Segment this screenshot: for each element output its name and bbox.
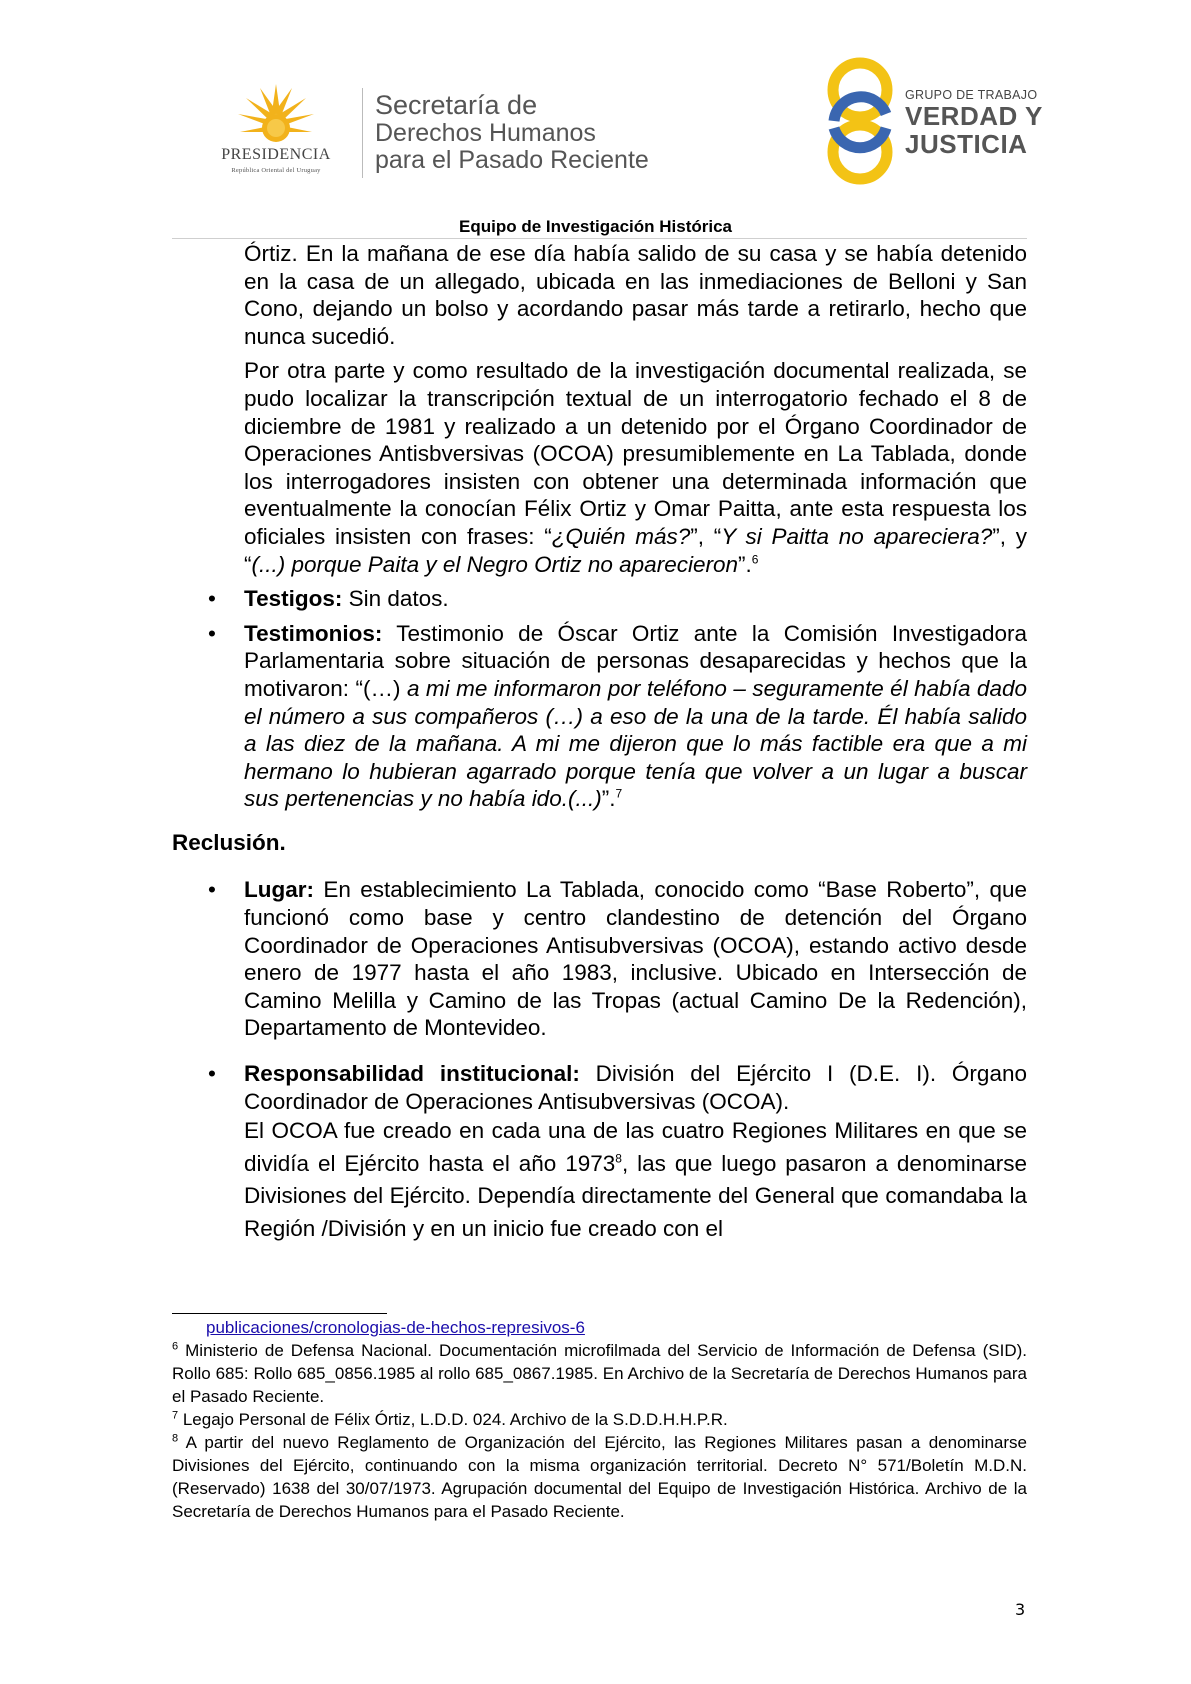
footnote-8 — [172, 1431, 1027, 1523]
header-divider — [362, 88, 363, 178]
footnote-8-number: 8 — [172, 1432, 179, 1445]
page-number: 3 — [1015, 1600, 1026, 1619]
bullet-testimonios — [172, 620, 1027, 813]
footnote-7-text: Legajo Personal de Félix Órtiz, L.D.D. 024. Archivo de la S.D.D.H.H.P.R. — [178, 1410, 728, 1429]
quote-sep-2: ”, y “ — [244, 523, 1027, 577]
secretaria-line2: Derechos Humanos — [375, 119, 596, 147]
responsabilidad-text: División del Ejército I (D.E. I). Órgano Coordinador de Operaciones Antisubversivas (OCOA). — [244, 1061, 1027, 1114]
team-heading: Equipo de Investigación Histórica — [459, 217, 732, 236]
footnote-6-text: Ministerio de Defensa Nacional. Documentación microfilmada del Servicio de Información de Defensa (SID). Rollo 685: Rollo 685_0856.1985 al rollo 685_0867.1985. En Archivo de la Secretaría de Derechos Humanos para el Pasado Reciente. — [172, 1341, 1027, 1406]
testimonios-quote: a mi me informaron por teléfono – seguramente él había dado el número a sus compañeros (…) a eso de la una de la tarde. Él había salido a las diez de la mañana. A mi me dijeron que lo más factible era que a mi hermano lo hubieran agarrado porque tenía que volver a un lugar a buscar sus pertenencias y no había ido.(...) — [244, 675, 1027, 812]
secretaria-line1: Secretaría de — [375, 90, 538, 120]
bullet-dot: • — [208, 877, 216, 903]
verdad-justicia-rings-icon — [820, 56, 900, 186]
gtvj-line1: GRUPO DE TRABAJO — [905, 88, 1038, 102]
bullet-dot: • — [208, 620, 216, 646]
quote-paitta: Y si Paitta no apareciera? — [721, 523, 993, 549]
testimonios-label: Testimonios: — [244, 620, 383, 646]
gtvj-line2: VERDAD Y — [905, 101, 1043, 131]
gtvj-line3: JUSTICIA — [905, 129, 1028, 159]
bullet-testigos — [172, 585, 1027, 613]
interrogatorio-text: Por otra parte y como resultado de la investigación documental realizada, se pudo localizar la transcripción textual de un interrogatorio fechado el 8 de diciembre de 1981 y realizado a un detenido por el Órgano Coordinador de Operaciones Antisbversivas (OCOA) presumiblemente en La Tablada, donde los interrogadores insisten con obtener una determinada información que eventualmente la conocían Félix Ortiz y Omar Paitta, ante esta respuesta los oficiales insisten con frases: “ — [244, 358, 1027, 549]
bullet-dot: • — [208, 1061, 216, 1087]
header-rule — [172, 238, 1027, 239]
paragraph-ocoa — [172, 1115, 1027, 1245]
footnote-7 — [172, 1408, 1027, 1431]
bullet-lugar — [172, 876, 1027, 1042]
footnote-ref-8: 8 — [615, 1151, 622, 1166]
footnote-7-number: 7 — [172, 1409, 179, 1422]
presidencia-word: PRESIDENCIA — [221, 146, 331, 163]
bullet-dot: • — [208, 586, 216, 612]
quote-negro-ortiz: (...) porque Paita y el Negro Ortiz no aparecieron — [251, 551, 738, 577]
testigos-text: Sin datos. — [342, 586, 449, 612]
verdad-justicia-text — [905, 88, 1043, 158]
page-header — [0, 0, 1191, 240]
ocoa-text-1: El OCOA fue creado en cada una de las cuatro Regiones Militares en que se dividía el Ejército hasta el año 1973 — [244, 1118, 1027, 1176]
section-title-reclusion: Reclusión. — [172, 829, 286, 855]
quote-sep-1: ”, “ — [690, 523, 722, 549]
footnote-8-text: A partir del nuevo Reglamento de Organización del Ejército, las Regiones Militares pasan a denominarse Divisiones del Ejército, continuando con la misma organización territorial. Decreto N° 571/Boletín M.D.N. (Reservado) 1638 del 30/07/1973. Agrupación documental del Equipo de Investigación Histórica. Archivo de la Secretaría de Derechos Humanos para el Pasado Reciente. — [172, 1433, 1027, 1521]
footnote-6-number: 6 — [172, 1340, 179, 1353]
presidencia-subtitle: República Oriental del Uruguay — [231, 167, 321, 174]
testimonios-end: ”. — [601, 786, 616, 812]
footnote-link[interactable]: publicaciones/cronologias-de-hechos-represivos-6 — [206, 1318, 585, 1337]
footnote-6 — [172, 1339, 1027, 1408]
page-body — [172, 240, 1027, 1245]
sun-icon — [236, 82, 316, 144]
quote-quien-mas: ¿Quién más? — [551, 523, 691, 549]
presidencia-logo — [196, 82, 356, 182]
lugar-text: En establecimiento La Tablada, conocido como “Base Roberto”, que funcionó como base y centro clandestino de detención del Órgano Coordinador de Operaciones Antisubversivas (OCOA), estando activo desde enero de 1977 hasta el año 1983, inclusive. Ubicado en Intersección de Camino Melilla y Camino de las Tropas (actual Camino De la Redención), Departamento de Montevideo. — [244, 877, 1027, 1041]
ocoa-text-2: , las que luego pasaron a denominarse Divisiones del Ejército. Dependía directamente del General que comandaba la Región /División y en un inicio fue creado con el — [244, 1150, 1027, 1241]
quote-end: ”. — [738, 551, 752, 577]
paragraph-interrogatorio — [172, 357, 1027, 578]
footnote-ref-7: 7 — [615, 786, 623, 801]
paragraph-ortiz-morning: Órtiz. En la mañana de ese día había salido de su casa y se había detenido en la casa de un allegado, ubicada en las inmediaciones de Belloni y San Cono, dejando un bolso y acordando pasar más tarde a retirarlo, hecho que nunca sucedió. — [244, 241, 1027, 349]
lugar-label: Lugar: — [244, 877, 314, 903]
testigos-label: Testigos: — [244, 586, 343, 612]
footnote-rule — [172, 1313, 387, 1314]
bullet-responsabilidad — [172, 1060, 1027, 1115]
responsabilidad-label: Responsabilidad institucional: — [244, 1061, 580, 1087]
footnote-ref-6: 6 — [751, 552, 759, 567]
secretaria-logo-text — [375, 90, 649, 174]
footnotes — [172, 1316, 1027, 1523]
testimonios-text: Testimonio de Óscar Ortiz ante la Comisión Investigadora Parlamentaria sobre situación de personas desaparecidas y hechos que la motivaron: “(…) — [244, 620, 1027, 701]
secretaria-line3: para el Pasado Reciente — [375, 146, 649, 174]
